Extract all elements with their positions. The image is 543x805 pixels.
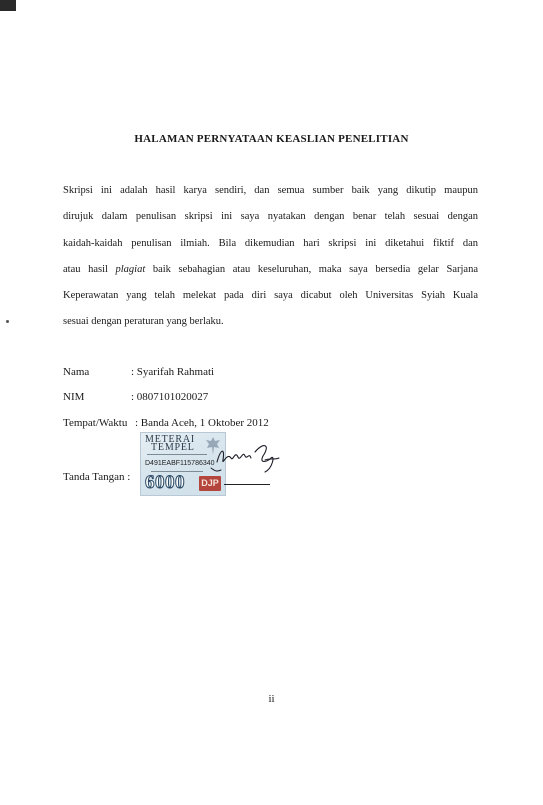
djp-badge: DJP bbox=[199, 476, 221, 491]
page-number: ii bbox=[268, 693, 275, 705]
nim-label: NIM bbox=[63, 391, 85, 403]
paragraph-line: dirujuk dalam penulisan skripsi ini saya nyatakan dengan benar telah sesuai dengan bbox=[63, 211, 478, 223]
tempat-waktu-value: : Banda Aceh, 1 Oktober 2012 bbox=[135, 417, 269, 429]
paragraph-line: Skripsi ini adalah hasil karya sendiri, dan semua sumber baik yang dikutip maupun bbox=[63, 185, 478, 196]
paragraph-line: Keperawatan yang telah melekat pada diri saya dicabut oleh Universitas Syiah Kuala bbox=[63, 290, 478, 302]
stamp-microtext-line bbox=[147, 454, 207, 455]
page-title: HALAMAN PERNYATAAN KEASLIAN PENELITIAN bbox=[134, 133, 409, 145]
paragraph-line: kaidah-kaidah penulisan ilmiah. Bila dikemudian hari skripsi ini diketahui fiktif dan bbox=[63, 237, 478, 249]
nim-value: : 0807101020027 bbox=[131, 391, 209, 403]
paragraph-line: sesuai dengan peraturan yang berlaku. bbox=[63, 316, 224, 328]
nim-row bbox=[63, 391, 209, 403]
signature-line bbox=[224, 484, 270, 485]
tanda-tangan-label: Tanda Tangan : bbox=[63, 471, 131, 483]
paragraph-line bbox=[63, 257, 478, 283]
declaration-paragraph bbox=[63, 178, 478, 336]
paragraph-text: atau hasil bbox=[63, 263, 116, 275]
tanda-tangan-row bbox=[63, 471, 130, 483]
plagiat-term: plagiat bbox=[115, 263, 146, 275]
paragraph-text: baik sebahagian atau keseluruhan, maka saya bersedia gelar Sarjana bbox=[145, 263, 478, 275]
stamp-title: METERAI bbox=[145, 434, 196, 445]
nama-value: : Syarifah Rahmati bbox=[131, 366, 215, 378]
nama-label: Nama bbox=[63, 366, 90, 378]
stamp-serial: D491EABF115786340 bbox=[145, 460, 215, 467]
scan-speck bbox=[6, 320, 9, 323]
scan-corner-mark bbox=[0, 0, 16, 11]
tempat-waktu-label: Tempat/Waktu bbox=[63, 417, 128, 429]
tempat-waktu-row bbox=[63, 417, 269, 429]
handwritten-signature bbox=[205, 438, 285, 478]
nama-row bbox=[63, 366, 215, 378]
stamp-subtitle: TEMPEL bbox=[151, 442, 195, 453]
stamp-amount: 6000 bbox=[145, 472, 185, 493]
